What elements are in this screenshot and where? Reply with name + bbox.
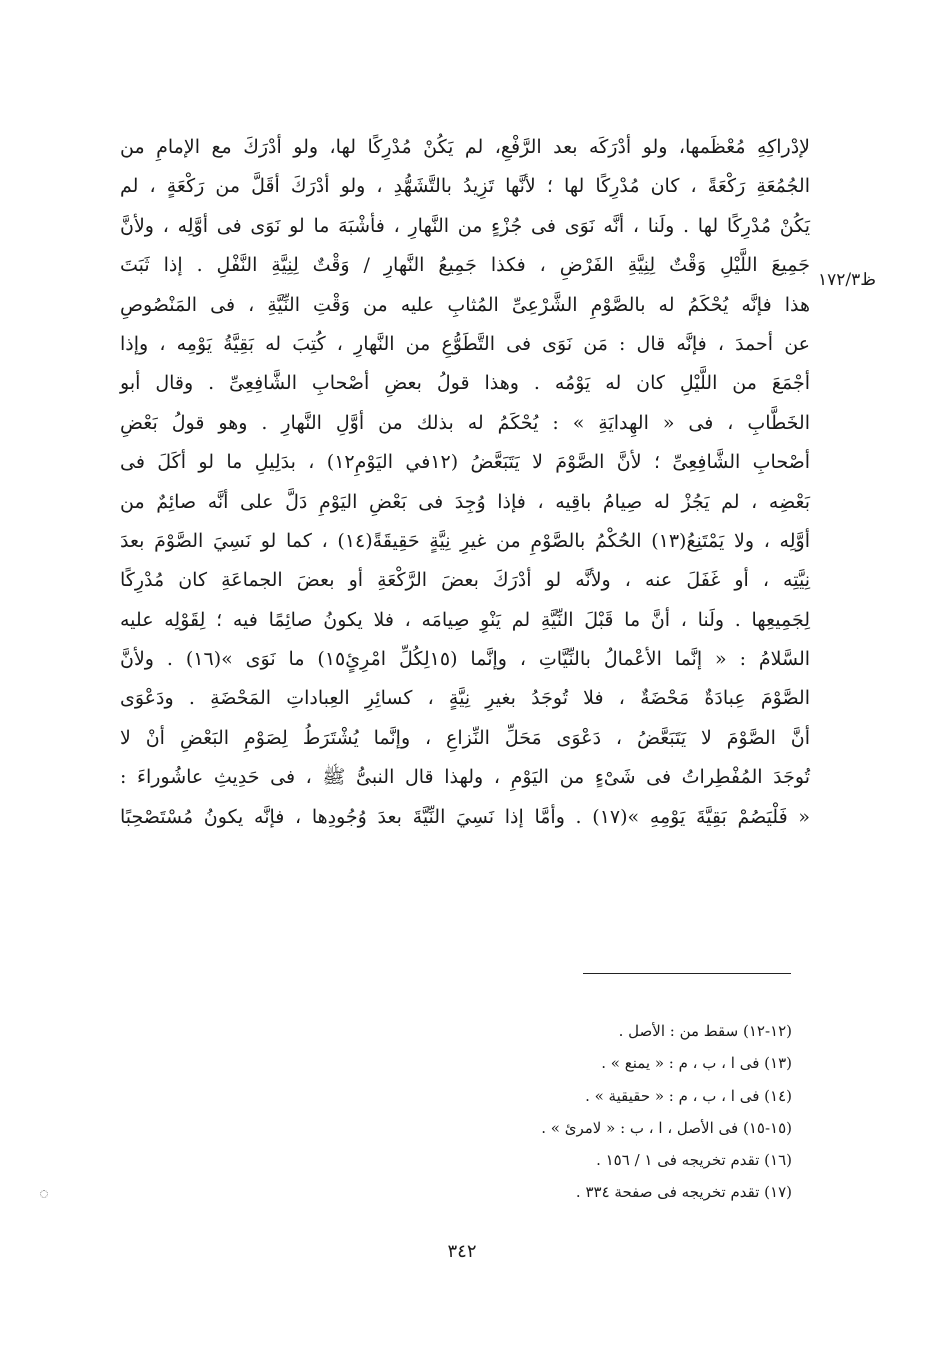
- text-line: نِيَّتِه ، أو غَفَلَ عنه ، ولأنَّه لو أدْرَكَ بعضَ الرَّكْعَةِ أو بعضَ الجماعَةِ كان مُدْرِكًا: [120, 569, 810, 592]
- text-line: لإدْراكِهِ مُعْظَمها، ولو أدْرَكَه بعد الرَّفْعِ، لم يَكُنْ مُدْرِكًا لها، ولو أدْرَكَ مع الإمامِ من: [120, 136, 810, 158]
- page-number: ٣٤٢: [447, 1241, 477, 1262]
- text-line: عن أحمدَ ، فإنَّه قال : مَن نَوَى فى التَّطَوُّعِ من النَّهارِ ، كُتِبَ له بَقِيَّةُ يَوْمِه ، وإذا: [120, 332, 810, 355]
- footnote: (١٧) تقدم تخريجه فى صفحة ٣٣٤ .: [575, 1183, 792, 1202]
- text-line: يَكُنْ مُدْرِكًا لها . ولَنا ، أنَّه نَوَى فى جُزْءٍ من النَّهارِ ، فأشْبَهَ ما لو نَوَى فى أوَّلِه ، ولأنَّ: [120, 214, 810, 237]
- text-line: الصَّوْمَ عِبادَةٌ مَحْضَةٌ ، فلا تُوجَدُ بغيرِ نِيَّةٍ ، كسائِرِ العِباداتِ المَحْضَةِ . ودَعْوَى: [120, 687, 810, 710]
- text-line: جَمِيعَ اللَّيْلِ وَقْتٌ لِنِيَّةِ الفَرْضِ ، فكذا جَمِيعُ النَّهارِ / وَقْتٌ لِنِيَّةِ النَّفْلِ . إذا ثَبَتَ: [120, 254, 810, 277]
- footnote: (١٢-١٢) سقط من : الأصل .: [618, 1022, 792, 1040]
- scan-speck: [40, 1190, 48, 1198]
- text-line: أنَّ الصَّوْمَ لا يَتَبَعَّضُ ، دَعْوَى مَحَلِّ النِّزاعِ ، وإنَّما يُشْتَرَطُ لِصَوْمِ البَعْضِ أنْ لا: [120, 726, 810, 749]
- footnote: (١٤) فى ا ، ب ، م : « حقيقية » .: [585, 1086, 792, 1105]
- text-line: « فَلْيَصُمْ بَقِيَّةَ يَوْمِهِ »(١٧) . وأمَّا إذا نَسِيَ النِّيَّةَ بعدَ وُجُودِها ، فإنَّه يكونُ مُسْتَصْحِبًا: [120, 805, 810, 828]
- footnote: (١٣) فى ا ، ب ، م : « يمنع » .: [601, 1054, 792, 1073]
- text-line: أوَّلِه ، ولا يَمْتَنِعُ(١٣) الحُكْمُ بالصَّوْمِ من غيرِ نِيَّةٍ حَقِيقَةً(١٤) ، كما لو نَسِيَ الصَّوْمَ بعدَ: [120, 529, 810, 552]
- text-line: السَّلامُ : « إنَّما الأعْمالُ بالنِّيَّاتِ ، وإنَّما (١٥لِكُلِّ امْرِئٍ١٥) ما نَوَى »(١٦) . ولأنَّ: [120, 648, 811, 671]
- text-line: بَعْضِه ، لم يَجُزْ له صِيامُ باقِيه ، فإذا وُجِدَ فى بَعْضِ اليَوْمِ دَلَّ على أنَّه صائِمٌ من: [120, 490, 810, 513]
- text-line: الجُمُعَةِ رَكْعَةً ، كان مُدْرِكًا لها ؛ لأنَّها تَزِيدُ بالتَّشَهُّدِ ، ولو أدْرَكَ أقَلَّ من رَكْعَةٍ ، لم: [120, 175, 810, 198]
- text-line: أصْحابِ الشَّافِعِىِّ ؛ لأنَّ الصَّوْمَ لا يَتَبَعَّضُ (١٢في اليَوْمِ١٢) ، بدَلِيلِ ما لو أكَلَ فى: [120, 451, 810, 474]
- text-line: هذا فإنَّه يُحْكَمُ له بالصَّوْمِ الشَّرْعِىِّ المُثابِ عليه من وَقْتِ النِّيَّةِ ، فى المَنْصُوصِ: [120, 293, 810, 316]
- footnotes-block: [300, 1015, 792, 1209]
- text-line: لِجَمِيعِها . ولَنا ، أنَّ ما قَبْلَ النِّيَّةِ لم يَنْوِ صِيامَه ، فلا يكونُ صائِمًا فيه ؛ لِقَوْلِه عليه: [120, 608, 810, 631]
- text-line: تُوجَدَ المُفْطِراتُ فى شَىْءٍ من اليَوْمِ ، ولهذا قال النبىُّ ﷺ ، فى حَدِيثِ عاشُوراءَ :: [120, 766, 810, 789]
- text-line: الخَطَّابِ ، فى « الهِدايَةِ » : يُحْكَمُ له بذلك من أوَّلِ النَّهارِ . وهو قولُ بَعْضِ: [120, 411, 810, 434]
- main-text-block: [120, 128, 810, 837]
- text-line: أجْمَعَ من اللَّيْلِ كان له يَوْمُه . وهذا قولُ بعضِ أصْحابِ الشَّافِعِىِّ . وقال أبو: [120, 372, 810, 395]
- footnote-separator: [583, 973, 791, 974]
- manuscript-folio-marker: ظ١٧٢/٣: [818, 270, 876, 290]
- footnote: (١٥-١٥) فى الأصل ، ا ، ب : « لامرئ » .: [541, 1118, 792, 1137]
- footnote: (١٦) تقدم تخريجه فى ١ / ١٥٦ .: [596, 1151, 792, 1170]
